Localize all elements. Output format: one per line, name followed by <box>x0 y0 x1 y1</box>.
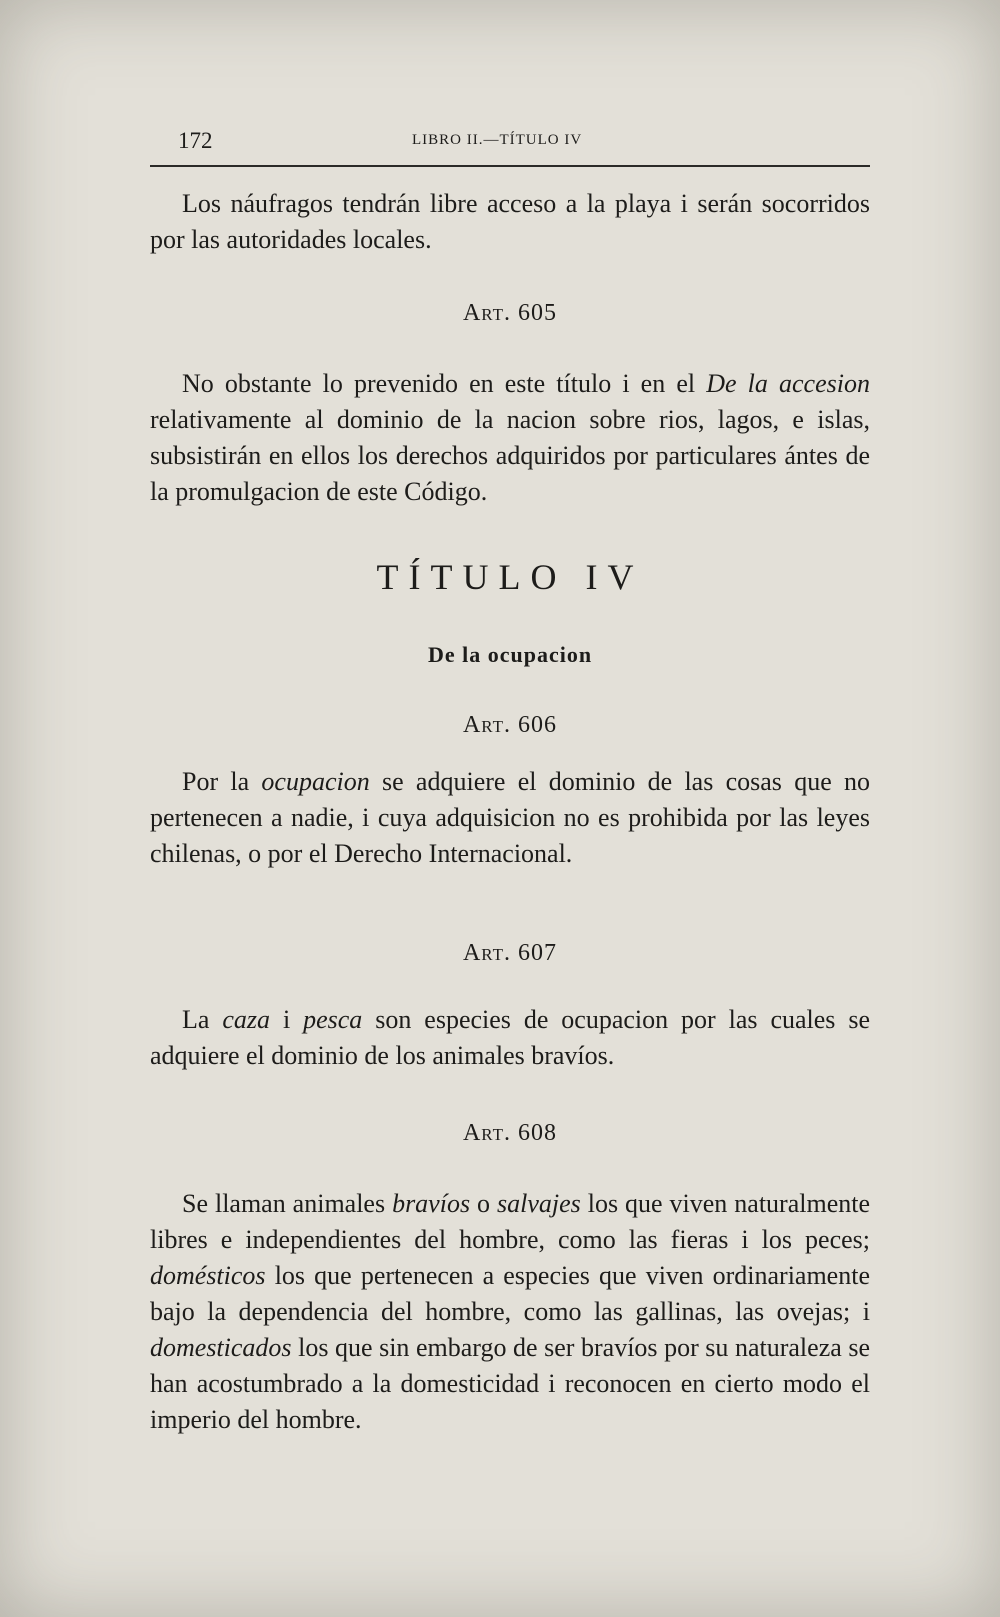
article-607-text: La caza i pesca son especies de ocupacion por las cuales se adquiere el dominio de los animales bravíos. <box>150 1005 870 1070</box>
article-606-text: Por la ocupacion se adquiere el dominio de las cosas que no pertenecen a nadie, i cuya adquisicion no es prohibida por las leyes chilenas, o por el Derecho Internacional. <box>150 767 870 868</box>
title-heading: TÍTULO IV <box>376 557 644 597</box>
title-subheading: De la ocupacion <box>427 642 593 667</box>
article-608-text: Se llaman animales bravíos o salvajes los que viven naturalmente libres e independientes del hombre, como las fieras i los peces; domésticos los que pertenecen a especies que viven ordinariamente bajo la dependencia del hombre, como las gallinas, las ovejas; i domesticados los que sin embargo de ser bravíos por su naturaleza se han acostumbrado a la domesticidad i reconocen en cierto modo el imperio del hombre. <box>150 1189 870 1434</box>
article-606-heading: Art. 606 <box>462 712 558 738</box>
intro-paragraph: Los náufragos tendrán libre acceso a la playa i serán socorridos por las autoridades locales. <box>150 189 870 254</box>
page-number: 172 <box>178 128 213 153</box>
running-head: LIBRO II.—TÍTULO IV <box>412 132 583 148</box>
article-605-heading: Art. 605 <box>462 300 558 326</box>
article-605-text: No obstante lo prevenido en este título i en el De la accesion relativamente al dominio de la nacion sobre rios, lagos, e islas, subsistirán en ellos los derechos adquiridos por particulares ántes de la promulgacion de este Código. <box>150 369 870 506</box>
article-607-heading: Art. 607 <box>462 940 558 966</box>
page-header <box>150 128 870 158</box>
article-608-heading: Art. 608 <box>462 1120 558 1146</box>
header-rule <box>150 165 870 167</box>
